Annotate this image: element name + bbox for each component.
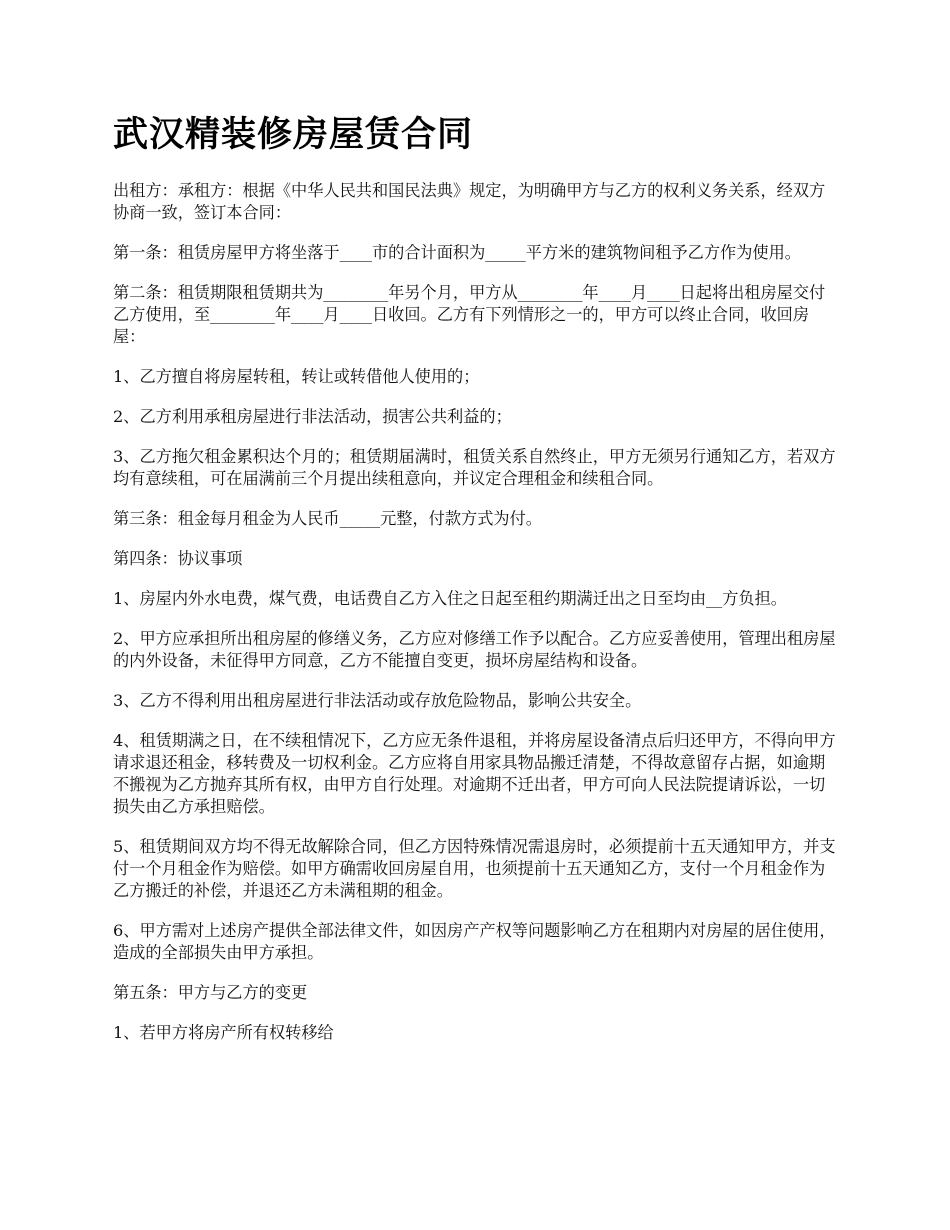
article-2-item-3: 3、乙方拖欠租金累积达个月的；租赁期届满时，租赁关系自然终止，甲方无须另行通知乙方，若双方均有意续租，可在届满前三个月提出续租意向，并议定合理租金和续租合同。 <box>113 447 836 488</box>
article-1-paragraph: 第一条：租赁房屋甲方将坐落于____市的合计面积为_____平方米的建筑物间租予乙方作为使用。 <box>113 243 801 262</box>
article-4-item-6: 6、甲方需对上述房产提供全部法律文件，如因房产产权等问题影响乙方在租期内对房屋的居住使用，造成的全部损失由甲方承担。 <box>113 921 836 962</box>
article-4-heading: 第四条：协议事项 <box>113 549 243 568</box>
article-4-item-1: 1、房屋内外水电费，煤气费，电话费自乙方入住之日起至租约期满迁出之日至均由__方负担。 <box>113 589 787 608</box>
article-2-item-2: 2、乙方利用承租房屋进行非法活动，损害公共利益的； <box>113 407 512 426</box>
article-3-paragraph: 第三条：租金每月租金为人民币_____元整，付款方式为付。 <box>113 509 542 528</box>
article-2-item-1: 1、乙方擅自将房屋转租，转让或转借他人使用的； <box>113 367 480 386</box>
article-4-item-5: 5、租赁期间双方均不得无故解除合同，但乙方因特殊情况需退房时，必须提前十五天通知甲方，并支付一个月租金作为赔偿。如甲方确需收回房屋自用，也须提前十五天通知乙方，支付一个月租金作为乙方搬迁的补偿，并退还乙方未满租期的租金。 <box>113 837 836 900</box>
article-2-paragraph: 第二条：租赁期限租赁期共为________年另个月，甲方从________年____月____日起将出租房屋交付乙方使用，至________年____月____日收回。乙方有下列情形之一的，甲方可以终止合同，收回房屋： <box>113 283 826 346</box>
document-title: 武汉精装修房屋赁合同 <box>113 114 474 155</box>
article-5-heading: 第五条：甲方与乙方的变更 <box>113 983 308 1002</box>
intro-paragraph: 出租方：承租方：根据《中华人民共和国民法典》规定，为明确甲方与乙方的权利义务关系，经双方协商一致，签订本合同： <box>113 181 826 222</box>
article-4-item-4: 4、租赁期满之日，在不续租情况下，乙方应无条件退租，并将房屋设备清点后归还甲方，不得向甲方请求退还租金，移转费及一切权利金。乙方应将自用家具物品搬迁清楚，不得故意留存占据，如逾期不搬视为乙方抛弃其所有权，由甲方自行处理。对逾期不迁出者，甲方可向人民法院提请诉讼，一切损失由乙方承担赔偿。 <box>113 731 836 816</box>
article-5-item-1: 1、若甲方将房产所有权转移给 <box>113 1023 334 1042</box>
article-4-item-3: 3、乙方不得利用出租房屋进行非法活动或存放危险物品，影响公共安全。 <box>113 691 642 710</box>
article-4-item-2: 2、甲方应承担所出租房屋的修缮义务，乙方应对修缮工作予以配合。乙方应妥善使用，管理出租房屋的内外设备，未征得甲方同意，乙方不能擅自变更，损坏房屋结构和设备。 <box>113 629 836 670</box>
